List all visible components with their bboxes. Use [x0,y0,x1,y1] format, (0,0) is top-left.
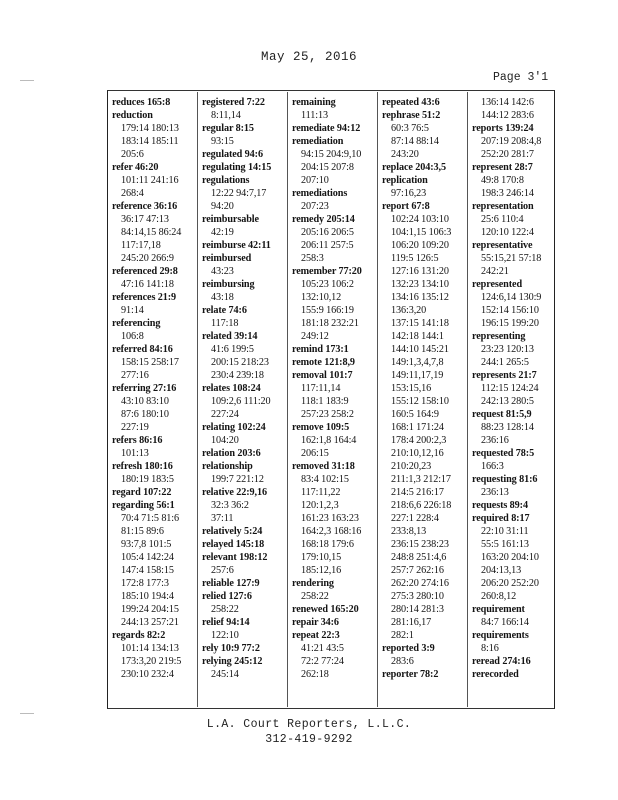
index-page-refs: 258:22 [211,604,239,615]
index-page-refs: 132:23 134:10 [391,279,449,290]
index-page-refs: 117:11,22 [301,487,341,498]
index-term: reliable 127:9 [202,578,260,589]
index-page-refs: 230:4 239:18 [211,370,264,381]
index-term: reference 36:16 [112,201,178,212]
index-page-refs: 207:23 [301,201,329,212]
index-term: relying 245:12 [202,656,263,667]
index-term: renewed 165:20 [292,604,359,615]
index-term: represented [472,279,523,290]
index-term: remediation [292,136,344,147]
index-page-refs: 207:19 208:4,8 [481,136,542,147]
index-term: reimburse 42:11 [202,240,271,251]
index-page-refs: 8:11,14 [211,110,241,121]
index-page-refs: 94:15 204:9,10 [301,149,362,160]
index-column-2 [202,96,290,681]
index-page-refs: 94:20 [211,201,234,212]
index-page-refs: 37:11 [211,513,234,524]
index-term: reduction [112,110,153,121]
index-term: reports 139:24 [472,123,534,134]
index-term: relate 74:6 [202,305,247,316]
index-page-refs: 72:2 77:24 [301,656,344,667]
index-term: requirements [472,630,529,641]
index-page-refs: 84:7 166:14 [481,617,529,628]
index-page-refs: 112:15 124:24 [481,383,539,394]
index-page-refs: 43:23 [211,266,234,277]
index-page-refs: 120:10 122:4 [481,227,534,238]
index-page-refs: 249:12 [301,331,329,342]
index-page-refs: 183:14 185:11 [121,136,179,147]
index-page-refs: 268:4 [121,188,144,199]
index-page-refs: 132:10,12 [301,292,342,303]
index-page-refs: 41:6 199:5 [211,344,254,355]
index-term: reimbursed [202,253,252,264]
index-term: repair 34:6 [292,617,339,628]
index-page-refs: 70:4 71:5 81:6 [121,513,180,524]
index-page-refs: 199:7 221:12 [211,474,264,485]
index-page-refs: 180:19 183:5 [121,474,174,485]
index-page-refs: 185:10 194:4 [121,591,174,602]
index-page-refs: 120:1,2,3 [301,500,339,511]
index-term: remind 173:1 [292,344,349,355]
index-page-refs: 144:12 283:6 [481,110,534,121]
index-page-refs: 244:1 265:5 [481,357,529,368]
index-page-refs: 55:5 161:13 [481,539,529,550]
index-page-refs: 283:6 [391,656,414,667]
index-page-refs: 243:20 [391,149,419,160]
index-term: references 21:9 [112,292,177,303]
index-page-refs: 23:23 120:13 [481,344,534,355]
index-page-refs: 87:6 180:10 [121,409,169,420]
index-page-refs: 245:20 266:9 [121,253,174,264]
index-term: report 67:8 [382,201,430,212]
index-page-refs: 227:19 [121,422,149,433]
index-page-refs: 245:14 [211,669,239,680]
index-page-refs: 47:16 141:18 [121,279,174,290]
index-page-refs: 242:13 280:5 [481,396,534,407]
index-term: reimbursing [202,279,255,290]
index-term: required 8:17 [472,513,530,524]
index-page-refs: 117:17,18 [121,240,161,251]
index-term: relative 22:9,16 [202,487,267,498]
index-term: referencing [112,318,161,329]
index-page-refs: 210:20,23 [391,461,432,472]
index-term: requirement [472,604,525,615]
index-term: requests 89:4 [472,500,528,511]
index-page-refs: 101:11 241:16 [121,175,179,186]
index-page-refs: 136:3,20 [391,305,427,316]
index-page-refs: 158:15 258:17 [121,357,179,368]
index-page-refs: 22:10 31:11 [481,526,529,537]
index-page-refs: 210:10,12,16 [391,448,444,459]
index-page-refs: 185:12,16 [301,565,342,576]
index-term: requested 78:5 [472,448,535,459]
index-page-refs: 25:6 110:4 [481,214,524,225]
index-term: removed 31:18 [292,461,355,472]
index-page-refs: 104:1,15 106:3 [391,227,452,238]
index-page-refs: 262:18 [301,669,329,680]
index-term: remove 109:5 [292,422,350,433]
index-page-refs: 142:18 144:1 [391,331,444,342]
index-page-refs: 104:20 [211,435,239,446]
index-term: refresh 180:16 [112,461,173,472]
index-term: relied 127:6 [202,591,252,602]
index-page-refs: 81:15 89:6 [121,526,164,537]
index-page-refs: 147:4 158:15 [121,565,174,576]
index-page-refs: 181:18 232:21 [301,318,359,329]
index-page-refs: 166:3 [481,461,504,472]
index-term: regard 107:22 [112,487,172,498]
index-page-refs: 206:15 [301,448,329,459]
index-column-4 [382,96,470,681]
index-page-refs: 179:14 180:13 [121,123,179,134]
index-page-refs: 168:18 179:6 [301,539,354,550]
index-page-refs: 282:1 [391,630,414,641]
index-term: reporter 78:2 [382,669,439,680]
index-page-refs: 109:2,6 111:20 [211,396,271,407]
index-term: requesting 81:6 [472,474,538,485]
index-page-refs: 252:20 281:7 [481,149,534,160]
index-page-refs: 262:20 274:16 [391,578,449,589]
index-term: relates 108:24 [202,383,261,394]
index-page-refs: 281:16,17 [391,617,432,628]
index-term: representing [472,331,526,342]
index-page-refs: 43:10 83:10 [121,396,169,407]
index-page-refs: 275:3 280:10 [391,591,444,602]
index-term: request 81:5,9 [472,409,532,420]
index-page-refs: 200:15 218:23 [211,357,269,368]
index-page-refs: 257:7 262:16 [391,565,444,576]
index-term: related 39:14 [202,331,258,342]
index-term: regulated 94:6 [202,149,263,160]
index-term: repeat 22:3 [292,630,340,641]
index-term: rephrase 51:2 [382,110,441,121]
index-page-refs: 164:2,3 168:16 [301,526,362,537]
index-page-refs: 211:1,3 212:17 [391,474,451,485]
index-page-refs: 172:8 177:3 [121,578,169,589]
index-page-refs: 155:9 166:19 [301,305,354,316]
index-term: reread 274:16 [472,656,531,667]
index-page-refs: 8:16 [481,643,499,654]
index-page-refs: 236:13 [481,487,509,498]
index-page-refs: 214:5 216:17 [391,487,444,498]
index-page-refs: 12:22 94:7,17 [211,188,267,199]
index-term: refer 46:20 [112,162,159,173]
index-page-refs: 152:14 156:10 [481,305,539,316]
index-page-refs: 55:15,21 57:18 [481,253,542,264]
index-page-refs: 127:16 131:20 [391,266,449,277]
index-page-refs: 280:14 281:3 [391,604,444,615]
index-term: relation 203:6 [202,448,261,459]
index-term: remediate 94:12 [292,123,361,134]
index-term: reimbursable [202,214,259,225]
index-page-refs: 244:13 257:21 [121,617,179,628]
index-page-refs: 207:10 [301,175,329,186]
index-page-refs: 233:8,13 [391,526,427,537]
index-page-refs: 260:8,12 [481,591,517,602]
index-page-refs: 36:17 47:13 [121,214,169,225]
index-page-refs: 105:4 142:24 [121,552,174,563]
index-term: relationship [202,461,253,472]
index-page-refs: 117:11,14 [301,383,341,394]
index-page-refs: 149:11,17,19 [391,370,444,381]
index-page-refs: 199:24 204:15 [121,604,179,615]
index-term: relief 94:14 [202,617,250,628]
index-page-refs: 124:6,14 130:9 [481,292,542,303]
index-page-refs: 242:21 [481,266,509,277]
index-page-refs: 204:13,13 [481,565,522,576]
index-column-5 [472,96,560,681]
index-page-refs: 136:14 142:6 [481,97,534,108]
index-term: remember 77:20 [292,266,362,277]
index-page-refs: 227:1 228:4 [391,513,439,524]
index-page-refs: 97:16,23 [391,188,427,199]
footer-phone: 312-419-9292 [265,733,353,746]
index-page-refs: 106:8 [121,331,144,342]
index-page-refs: 93:7,8 101:5 [121,539,172,550]
index-term: relatively 5:24 [202,526,263,537]
index-page-refs: 205:16 206:5 [301,227,354,238]
index-page-refs: 161:23 163:23 [301,513,359,524]
index-page-refs: 206:11 257:5 [301,240,354,251]
index-page-refs: 160:5 164:9 [391,409,439,420]
index-page-refs: 87:14 88:14 [391,136,439,147]
index-term: represent 28:7 [472,162,533,173]
index-term: referring 27:16 [112,383,177,394]
index-term: remediations [292,188,348,199]
index-page-refs: 206:20 252:20 [481,578,539,589]
footer-company: L.A. Court Reporters, L.L.C. [206,718,412,731]
index-page-refs: 179:10,15 [301,552,342,563]
index-page-refs: 102:24 103:10 [391,214,449,225]
scan-mark [20,80,34,81]
index-page-refs: 137:15 141:18 [391,318,449,329]
index-term: regards 82:2 [112,630,166,641]
index-page-refs: 173:3,20 219:5 [121,656,182,667]
index-term: referred 84:16 [112,344,173,355]
page-number: Page 3'1 [493,71,549,84]
index-term: relevant 198:12 [202,552,268,563]
index-term: remote 121:8,9 [292,357,355,368]
index-page-refs: 204:15 207:8 [301,162,354,173]
index-page-refs: 42:19 [211,227,234,238]
index-term: regarding 56:1 [112,500,175,511]
index-page-refs: 118:1 183:9 [301,396,349,407]
index-page-refs: 236:16 [481,435,509,446]
index-term: regulating 14:15 [202,162,272,173]
index-term: repeated 43:6 [382,97,440,108]
index-page-refs: 258:3 [301,253,324,264]
index-page-refs: 218:6,6 226:18 [391,500,452,511]
index-page-refs: 168:1 171:24 [391,422,444,433]
index-page-refs: 198:3 246:14 [481,188,534,199]
index-term: rerecorded [472,669,519,680]
index-column-3 [292,96,380,681]
index-term: reported 3:9 [382,643,435,654]
index-page-refs: 258:22 [301,591,329,602]
index-term: regulations [202,175,250,186]
index-term: remedy 205:14 [292,214,355,225]
index-term: refers 86:16 [112,435,163,446]
index-term: registered 7:22 [202,97,265,108]
index-page-refs: 111:13 [301,110,328,121]
index-page-refs: 117:18 [211,318,239,329]
index-term: relating 102:24 [202,422,266,433]
index-term: referenced 29:8 [112,266,178,277]
index-term: representative [472,240,533,251]
index-term: replication [382,175,428,186]
scan-mark [20,713,34,714]
index-term: represents 21:7 [472,370,537,381]
index-column-1 [112,96,200,681]
index-page-refs: 257:23 258:2 [301,409,354,420]
index-page-refs: 49:8 170:8 [481,175,524,186]
index-page-refs: 155:12 158:10 [391,396,449,407]
index-term: relayed 145:18 [202,539,265,550]
page-date: May 25, 2016 [260,50,357,64]
index-page-refs: 248:8 251:4,6 [391,552,447,563]
index-term: regular 8:15 [202,123,254,134]
index-page-refs: 88:23 128:14 [481,422,534,433]
index-page-refs: 277:16 [121,370,149,381]
index-page-refs: 84:14,15 86:24 [121,227,182,238]
index-page-refs: 91:14 [121,305,144,316]
index-page-refs: 230:10 232:4 [121,669,174,680]
index-page-refs: 32:3 36:2 [211,500,249,511]
index-page-refs: 119:5 126:5 [391,253,439,264]
index-page-refs: 122:10 [211,630,239,641]
index-page-refs: 162:1,8 164:4 [301,435,357,446]
index-term: remaining [292,97,336,108]
index-page-refs: 149:1,3,4,7,8 [391,357,444,368]
index-term: representation [472,201,534,212]
index-page-refs: 205:6 [121,149,144,160]
index-page-refs: 163:20 204:10 [481,552,539,563]
index-page-refs: 101:13 [121,448,149,459]
index-page-refs: 144:10 145:21 [391,344,449,355]
index-page-refs: 178:4 200:2,3 [391,435,447,446]
index-page-refs: 60:3 76:5 [391,123,429,134]
index-page-refs: 196:15 199:20 [481,318,539,329]
index-page-refs: 134:16 135:12 [391,292,449,303]
index-page-refs: 236:15 238:23 [391,539,449,550]
index-page-refs: 43:18 [211,292,234,303]
index-page-refs: 83:4 102:15 [301,474,349,485]
index-page-refs: 153:15,16 [391,383,432,394]
index-page-refs: 257:6 [211,565,234,576]
index-term: removal 101:7 [292,370,353,381]
index-page-refs: 105:23 106:2 [301,279,354,290]
index-term: rely 10:9 77:2 [202,643,260,654]
index-term: rendering [292,578,334,589]
index-page-refs: 41:21 43:5 [301,643,344,654]
index-page-refs: 101:14 134:13 [121,643,179,654]
index-page-refs: 93:15 [211,136,234,147]
index-page-refs: 106:20 109:20 [391,240,449,251]
index-term: replace 204:3,5 [382,162,446,173]
index-term: reduces 165:8 [112,97,171,108]
index-page-refs: 227:24 [211,409,239,420]
